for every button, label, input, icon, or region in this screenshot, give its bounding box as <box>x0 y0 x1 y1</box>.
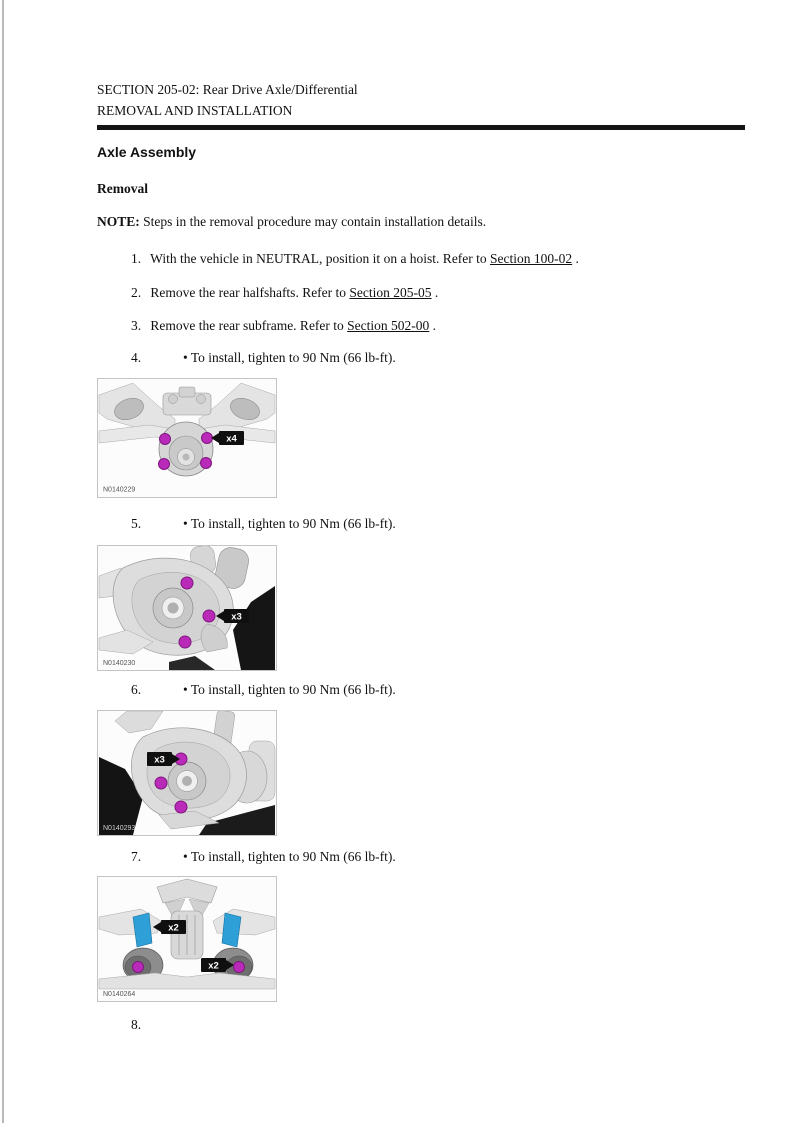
step-number: 3. <box>131 317 142 333</box>
bolt-marker <box>181 577 193 589</box>
figure-n0140293 <box>97 710 277 836</box>
step-suffix: . <box>429 317 437 333</box>
note-label: NOTE: <box>97 213 140 229</box>
callout-label: x2 <box>208 960 219 971</box>
step-text: To install, tighten to 90 Nm (66 lb-ft). <box>190 515 396 531</box>
bolt-marker <box>159 458 170 469</box>
step-row-2 <box>131 285 745 301</box>
bolt-marker <box>175 801 187 813</box>
bullet-glyph: • <box>183 515 188 531</box>
link-section-100-02[interactable]: Section 100-02 <box>490 250 573 266</box>
step-number: 8. <box>131 1016 142 1032</box>
bolt-marker <box>234 961 245 972</box>
figure-n0140264 <box>97 876 277 1002</box>
step-text: To install, tighten to 90 Nm (66 lb-ft). <box>190 848 396 864</box>
callout-label: x3 <box>154 754 165 765</box>
figure-n0140230 <box>97 545 277 671</box>
section-header-line1: SECTION 205-02: Rear Drive Axle/Differential <box>97 82 358 97</box>
figure-id: N0140264 <box>103 990 136 998</box>
page-scan-edge <box>2 0 4 1123</box>
step-text: Remove the rear subframe. Refer to <box>150 317 344 333</box>
step-row-5 <box>131 516 745 532</box>
bolt-marker <box>155 777 167 789</box>
bolt-marker <box>179 636 191 648</box>
bolt-marker <box>201 457 212 468</box>
step-suffix: . <box>431 284 439 300</box>
step-row-3 <box>131 318 745 334</box>
bullet-glyph: • <box>183 349 188 365</box>
step-row-7 <box>131 849 745 865</box>
figure-id: N0140230 <box>103 659 136 667</box>
pinion-center <box>182 776 192 786</box>
step-row-8 <box>131 1017 745 1033</box>
bracket-boss <box>197 394 206 403</box>
step-number: 4. <box>131 349 142 365</box>
page-title: Axle Assembly <box>97 143 197 160</box>
step-number: 7. <box>131 848 142 864</box>
figure-id: N0140293 <box>103 824 136 832</box>
step-number: 6. <box>131 681 142 697</box>
step-number: 2. <box>131 284 142 300</box>
bolt-marker <box>160 433 171 444</box>
pinion-center <box>183 453 190 460</box>
note-text: Steps in the removal procedure may contain installation details. <box>143 213 487 229</box>
callout-label: x2 <box>168 922 179 933</box>
pinion-center <box>168 602 179 613</box>
bullet-glyph: • <box>183 848 188 864</box>
bullet-glyph: • <box>183 681 188 697</box>
manual-page <box>97 0 745 1033</box>
step-text: Remove the rear halfshafts. Refer to <box>150 284 347 300</box>
bolt-marker <box>202 432 213 443</box>
bracket-boss <box>169 394 178 403</box>
link-section-502-00[interactable]: Section 502-00 <box>347 317 430 333</box>
step-row-6 <box>131 682 745 698</box>
step-text: With the vehicle in NEUTRAL, position it on a hoist. Refer to <box>150 250 487 266</box>
step-number: 5. <box>131 515 142 531</box>
step-text: To install, tighten to 90 Nm (66 lb-ft). <box>190 349 396 365</box>
link-section-205-05[interactable]: Section 205-05 <box>349 284 432 300</box>
callout-label: x4 <box>226 433 237 444</box>
section-header-line2: REMOVAL AND INSTALLATION <box>97 103 293 118</box>
top-boss <box>179 387 195 397</box>
callout-label: x3 <box>231 611 242 622</box>
step-row-4 <box>131 350 745 366</box>
header-rule <box>97 125 745 130</box>
subsection-title: Removal <box>97 180 148 196</box>
step-suffix: . <box>572 250 579 266</box>
figure-n0140229 <box>97 378 277 498</box>
step-number: 1. <box>131 250 142 266</box>
step-row-1 <box>131 251 745 267</box>
bolt-marker <box>133 961 144 972</box>
step-text: To install, tighten to 90 Nm (66 lb-ft). <box>190 681 396 697</box>
bolt-marker <box>203 610 215 622</box>
figure-id: N0140229 <box>103 486 136 493</box>
note-paragraph <box>97 214 745 230</box>
section-header <box>97 79 745 121</box>
